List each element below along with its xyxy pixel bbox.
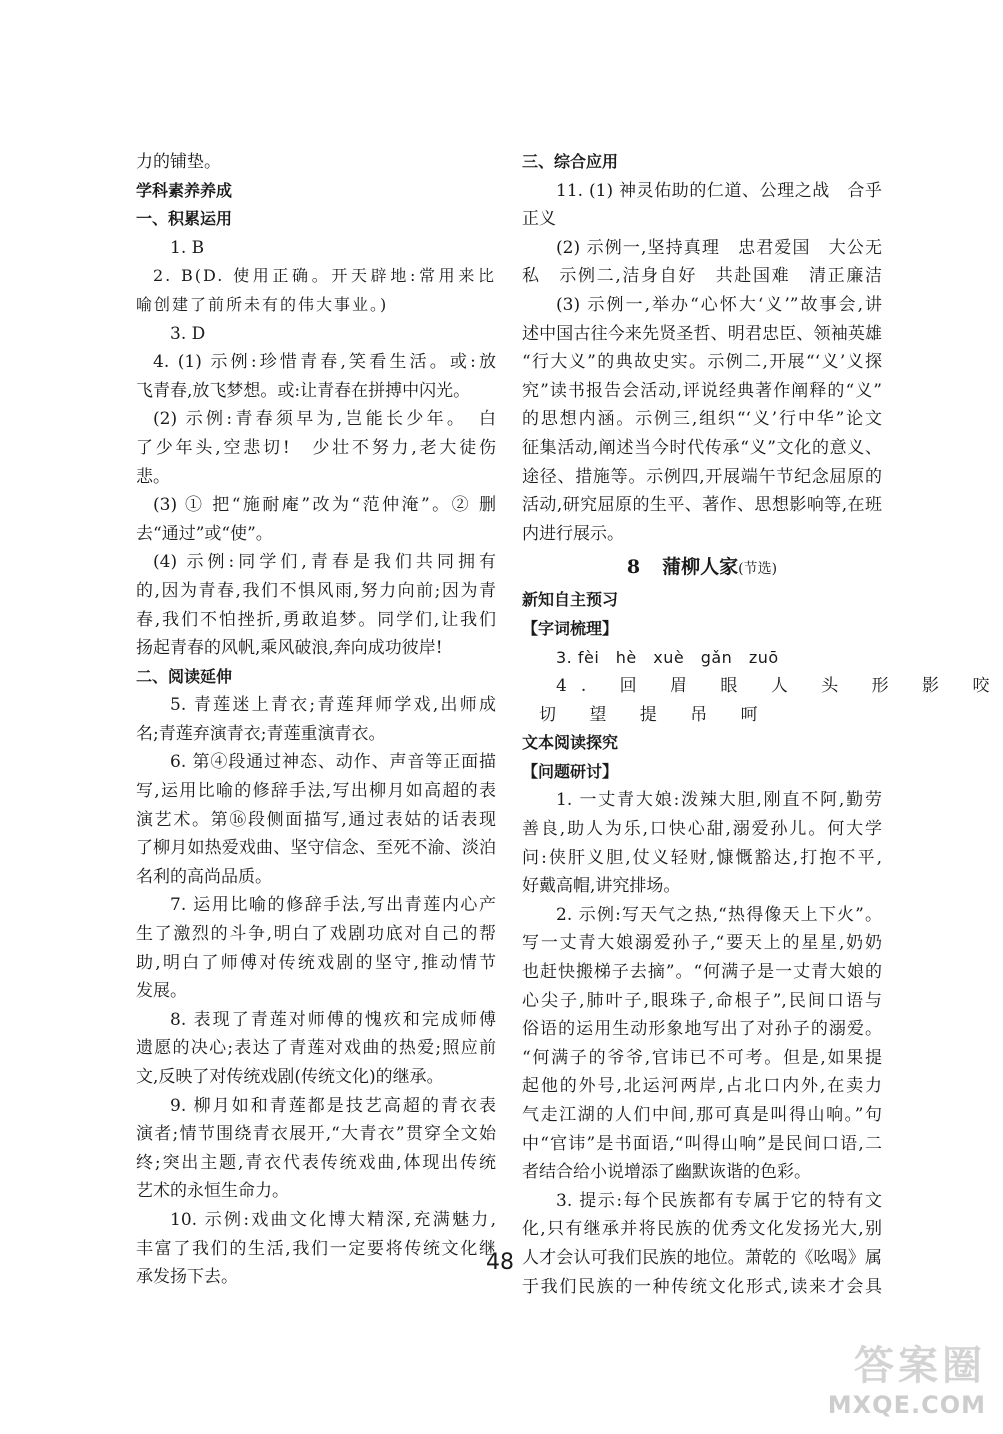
- text-line: 8. 表现了青莲对师傅的愧疚和完成师傅: [170, 1009, 496, 1030]
- text-line: 5. 青莲迷上青衣;青莲拜师学戏,出师成: [170, 695, 496, 716]
- text-line: 究”读书报告会活动,评说经典著作阐释的“义”: [522, 380, 882, 401]
- text-line: 内进行展示。: [522, 523, 624, 544]
- text-line: 去“通过”或“使”。: [136, 523, 273, 544]
- right-column-top: [522, 148, 882, 548]
- text-line: 1. B: [170, 237, 205, 258]
- text-line: 遗愿的决心;表达了青莲对戏曲的热爱;照应前: [136, 1038, 496, 1059]
- text-line: 也赶快搬梯子去摘”。“何满子是一丈青大娘的: [522, 962, 882, 983]
- watermark-logo: [786, 1342, 986, 1428]
- text-line: 承发扬下去。: [136, 1267, 238, 1288]
- section-heading: 新知自主预习: [522, 590, 619, 610]
- lesson-title: [522, 550, 882, 584]
- text-line: 飞青春,放飞梦想。或:让青春在拼搏中闪光。: [136, 380, 471, 401]
- text-line: 助,明白了师傅对传统戏剧的坚守,推动情节: [136, 952, 496, 973]
- text-line: 化,只有继承并将民族的优秀文化发扬光大,别: [522, 1219, 882, 1240]
- text-line: (3) ① 把“施耐庵”改为“范仲淹”。② 删: [153, 495, 496, 516]
- section-heading: 文本阅读探究: [522, 733, 619, 753]
- text-line: 心尖子,肺叶子,眼珠子,命根子”,民间口语与: [522, 990, 882, 1011]
- section-heading: 三、综合应用: [522, 152, 619, 171]
- section-heading: 学科素养养成: [136, 180, 233, 200]
- text-line: 了少年头,空悲切! 少壮不努力,老大徒伤: [136, 437, 496, 458]
- text-line: 活动,研究屈原的生平、著作、思想影响等,在班: [522, 495, 882, 516]
- section-heading: 【问题研讨】: [522, 761, 619, 781]
- text-line: 中“官讳”是书面语,“叫得山响”是民间口语,二: [522, 1133, 882, 1154]
- text-line: 私 示例二,洁身自好 共赴国难 清正廉洁: [522, 266, 882, 287]
- section-heading: 【字词梳理】: [522, 618, 619, 638]
- left-column: [136, 148, 496, 1292]
- text-line: 写,运用比喻的修辞手法,写出柳月如高超的表: [136, 781, 496, 802]
- text-line: 人才会认可我们民族的地位。萧乾的《吆喝》属: [522, 1247, 882, 1268]
- text-line: 征集活动,阐述当今时代传承“义”文化的意义、: [522, 437, 882, 458]
- text-line: 名利的高尚品质。: [136, 866, 272, 887]
- text-line: (4) 示例:同学们,青春是我们共同拥有: [153, 552, 496, 573]
- text-line: 10. 示例:戏曲文化博大精深,充满魅力,: [170, 1209, 496, 1230]
- text-line: 喻创建了前所未有的伟大事业。): [136, 294, 389, 314]
- text-line: 善良,助人为乐,口快心甜,溺爱孙儿。何大学: [522, 819, 882, 840]
- text-line: 问:侠肝义胆,仗义轻财,慷慨豁达,打抱不平,: [522, 847, 882, 868]
- text-line: 文,反映了对传统戏剧(传统文化)的继承。: [136, 1067, 444, 1087]
- text-line: 6. 第④段通过神态、动作、声音等正面描: [170, 752, 496, 773]
- text-line: 了柳月如热爱戏曲、坚守信念、至死不渝、淡泊: [136, 838, 496, 859]
- right-column-bottom: [522, 586, 1003, 1301]
- text-line: 悲。: [136, 466, 170, 487]
- text-line: 切 望 提 吊 呵: [539, 704, 772, 725]
- text-line: 扬起青春的风帆,乘风破浪,奔向成功彼岸!: [136, 638, 443, 659]
- text-line: 的,因为青春,我们不惧风雨,努力向前;因为青: [136, 580, 496, 601]
- text-line: 2. B(D. 使用正确。开天辟地:常用来比: [153, 266, 496, 286]
- lesson-number: 8: [626, 556, 641, 579]
- text-line: 起他的外号,北运河两岸,占北口内外,在卖力: [522, 1076, 882, 1097]
- text-line: (2) 示例:青春须早为,岂能长少年。 白: [153, 409, 496, 430]
- text-line: 发展。: [136, 981, 187, 1002]
- text-line: 艺术的永恒生命力。: [136, 1181, 289, 1202]
- text-line: 者结合给小说增添了幽默诙谐的色彩。: [522, 1162, 811, 1183]
- text-line: 于我们民族的一种传统文化形式,读来才会具: [522, 1276, 882, 1297]
- text-line: 名;青莲弃演青衣;青莲重演青衣。: [136, 723, 386, 744]
- section-heading: 二、阅读延伸: [136, 666, 233, 686]
- text-line: 2. 示例:写天气之热,“热得像天上下火”。: [556, 904, 882, 925]
- text-line: 力的铺垫。: [136, 152, 221, 172]
- text-line: (2) 示例一,坚持真理 忠君爱国 大公无: [556, 237, 882, 258]
- text-line: 终;突出主题,青衣代表传统戏曲,体现出传统: [136, 1152, 496, 1173]
- text-line: 气走江湖的人们中间,那可真是叫得山响。”句: [522, 1105, 882, 1125]
- text-line: (3) 示例一,举办“心怀大‘义’”故事会,讲: [556, 294, 882, 315]
- text-line: 3. 提示:每个民族都有专属于它的特有文: [556, 1190, 882, 1211]
- text-line: 3. D: [170, 323, 206, 344]
- watermark-url: MXQE.COM: [827, 1391, 986, 1419]
- lesson-name: 蒲柳人家: [662, 556, 739, 579]
- text-line: 春,我们不怕挫折,勇敢追梦。同学们,让我们: [136, 609, 496, 630]
- text-line: 写一丈青大娘溺爱孙子,“要天上的星星,奶奶: [522, 933, 882, 954]
- text-line: “何满子的爷爷,官讳已不可考。但是,如果提: [522, 1047, 882, 1068]
- lesson-subtitle: (节选): [738, 561, 778, 578]
- right-column: [522, 148, 1003, 1301]
- text-line: 7. 运用比喻的修辞手法,写出青莲内心产: [170, 895, 496, 916]
- text-line: 生了激烈的斗争,明白了戏剧功底对自己的帮: [136, 924, 496, 945]
- text-line: 3. fèi hè xuè gǎn zuō: [556, 647, 779, 667]
- text-line: 好戴高帽,讲究排场。: [522, 876, 681, 897]
- page-number: 48: [486, 1250, 514, 1275]
- text-line: 的思想内涵。示例三,组织“‘义’行中华”论文: [522, 409, 882, 430]
- text-line: 俗语的运用生动形象地写出了对孙子的溺爱。: [522, 1019, 882, 1040]
- text-line: 演艺术。第⑯段侧面描写,通过表姑的话表现: [136, 809, 496, 830]
- text-line: 正义: [522, 209, 556, 230]
- text-line: 4. (1) 示例:珍惜青春,笑看生活。或:放: [153, 352, 496, 373]
- text-line: 述中国古往今来先贤圣哲、明君忠臣、领袖英雄: [522, 323, 882, 344]
- watermark-mark: 答案圈: [854, 1343, 986, 1389]
- text-line: 演者;情节围绕青衣展开,“大青衣”贯穿全文始: [136, 1124, 496, 1145]
- text-line: “行大义”的典故史实。示例二,开展“‘义’义探: [522, 352, 882, 373]
- text-line: 途径、措施等。示例四,开展端午节纪念屈原的: [522, 466, 882, 487]
- section-heading: 一、积累运用: [136, 209, 233, 229]
- text-line: 4. 回 眉 眼 人 头 形 影 咬: [556, 676, 1003, 697]
- text-line: 1. 一丈青大娘:泼辣大胆,刚直不阿,勤劳: [556, 790, 882, 811]
- text-line: 丰富了我们的生活,我们一定要将传统文化继: [136, 1238, 496, 1259]
- text-line: 11. (1) 神灵佑助的仁道、公理之战 合乎: [556, 180, 882, 201]
- text-line: 9. 柳月如和青莲都是技艺高超的青衣表: [170, 1095, 496, 1116]
